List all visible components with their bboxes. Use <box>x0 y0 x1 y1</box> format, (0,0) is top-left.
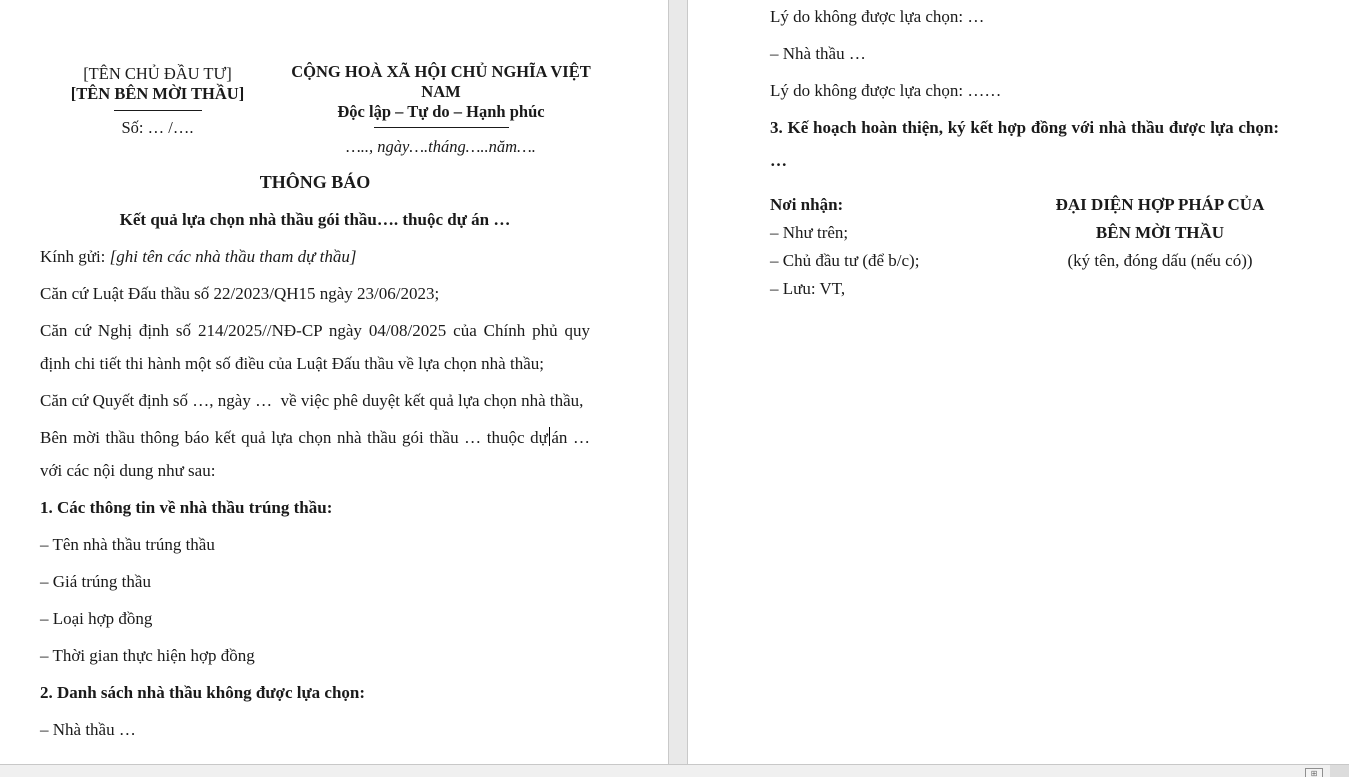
header-left-block <box>40 64 275 138</box>
header-right-block <box>290 62 592 157</box>
page-title[interactable]: THÔNG BÁO <box>259 172 371 192</box>
document-header <box>40 60 590 156</box>
national-motto-line[interactable]: Độc lập – Tự do – Hạnh phúc <box>337 102 545 121</box>
announcement-paragraph[interactable] <box>40 421 595 487</box>
winner-item-duration[interactable]: – Thời gian thực hiện hợp đồng <box>40 646 255 665</box>
recipient-item-archive[interactable]: – Lưu: VT, <box>770 279 846 298</box>
document-number-line[interactable]: Số: … /…. <box>121 118 194 137</box>
section-2-heading[interactable]: 2. Danh sách nhà thầu không được lựa chọn: <box>40 683 366 702</box>
investor-name-placeholder[interactable]: [TÊN CHỦ ĐẦU TƯ] <box>83 64 232 83</box>
signature-block <box>770 191 1279 303</box>
announcement-text-after: án … với các nội dung như sau: <box>40 428 595 480</box>
legal-basis-law[interactable]: Căn cứ Luật Đấu thầu số 22/2023/QH15 ngày 23/06/2023; <box>40 284 440 303</box>
scrollbar-corner <box>1330 765 1349 777</box>
legal-basis-decision[interactable]: Căn cứ Quyết định số …, ngày … về việc phê duyệt kết quả lựa chọn nhà thầu, <box>40 391 584 410</box>
national-header-line[interactable]: CỘNG HOÀ XÃ HỘI CHỦ NGHĨA VIỆT NAM <box>291 62 591 101</box>
legal-basis-decree[interactable]: Căn cứ Nghị định số 214/2025//NĐ-CP ngày 04/08/2025 của Chính phủ quy định chi tiết thi hành một số điều của Luật Đấu thầu về lựa chọn nhà thầu; <box>40 321 595 373</box>
signatory-title-line-2[interactable]: BÊN MỜI THẦU <box>1095 223 1225 242</box>
winner-item-price[interactable]: – Giá trúng thầu <box>40 572 151 591</box>
unselected-bidder-item[interactable]: – Nhà thầu … <box>40 720 136 739</box>
announcement-text-before: Bên mời thầu thông báo kết quả lựa chọn nhà thầu gói thầu … thuộc dự <box>40 428 548 447</box>
winner-item-name[interactable]: – Tên nhà thầu trúng thầu <box>40 535 215 554</box>
date-place-line[interactable]: ….., ngày….tháng…..năm…. <box>346 137 536 156</box>
section-3-heading[interactable]: 3. Kế hoạch hoàn thiện, ký kết hợp đồng với nhà thầu được lựa chọn: … <box>770 118 1288 170</box>
recipients-heading[interactable]: Nơi nhận: <box>770 195 844 214</box>
status-widget-icon[interactable]: ⊞ <box>1305 768 1323 777</box>
page-2 <box>687 0 1349 765</box>
signatory-note[interactable]: (ký tên, đóng dấu (nếu có)) <box>1067 251 1253 270</box>
page-subtitle[interactable]: Kết quả lựa chọn nhà thầu gói thầu…. thuộc dự án … <box>119 210 511 229</box>
rejection-reason-line-2[interactable]: Lý do không được lựa chọn: …… <box>770 81 1002 100</box>
salutation-label: Kính gửi: <box>40 247 110 266</box>
salutation-line[interactable] <box>40 240 590 273</box>
signatory-block <box>1015 191 1305 275</box>
header-rule-left <box>114 110 202 111</box>
winner-item-contract-type[interactable]: – Loại hợp đồng <box>40 609 153 628</box>
recipient-item-as-above[interactable]: – Như trên; <box>770 223 849 242</box>
salutation-placeholder: [ghi tên các nhà thầu tham dự thầu] <box>109 247 357 266</box>
procuring-entity-name-placeholder[interactable]: [TÊN BÊN MỜI THẦU] <box>70 84 245 103</box>
page-1 <box>0 0 669 765</box>
signatory-title-line-1[interactable]: ĐẠI DIỆN HỢP PHÁP CỦA <box>1055 195 1265 214</box>
rejection-reason-line-1[interactable]: Lý do không được lựa chọn: … <box>770 7 985 26</box>
recipient-item-investor[interactable]: – Chủ đầu tư (để b/c); <box>770 251 920 270</box>
unselected-bidder-line[interactable]: – Nhà thầu … <box>770 44 866 63</box>
header-rule-right <box>374 127 509 128</box>
section-1-heading[interactable]: 1. Các thông tin về nhà thầu trúng thầu: <box>40 498 333 517</box>
horizontal-scrollbar[interactable] <box>0 764 1349 777</box>
